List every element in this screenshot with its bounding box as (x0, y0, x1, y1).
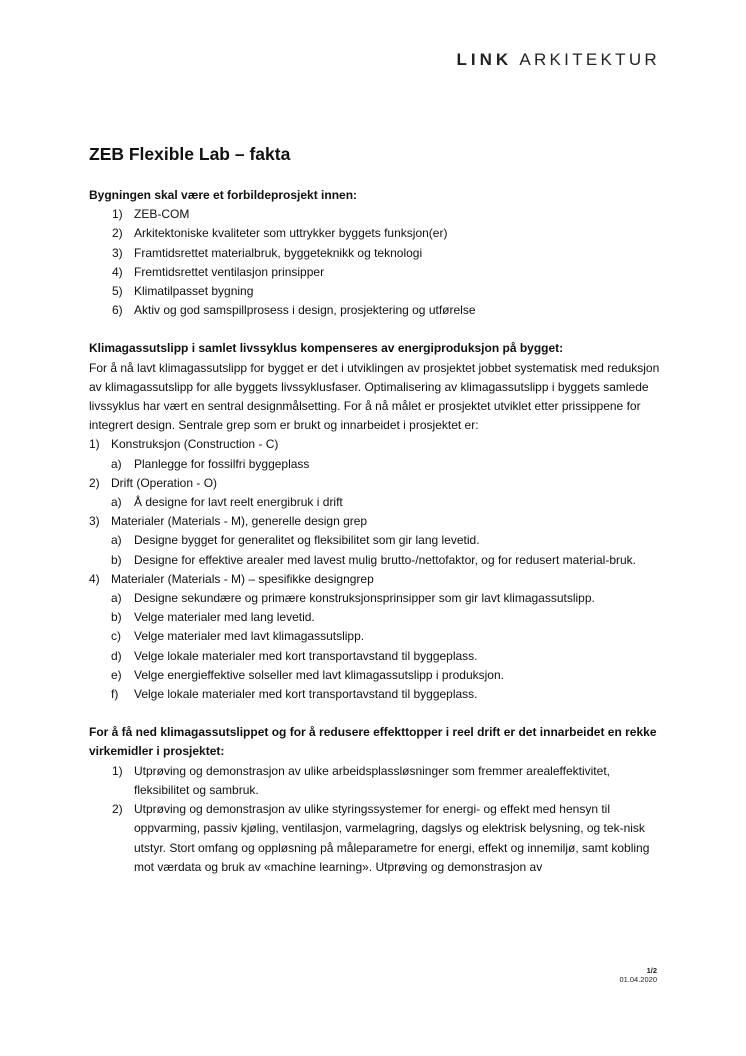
list-item-text: Aktiv og god samspillprosess i design, prosjektering og utførelse (134, 303, 476, 318)
list-item-number: 1) (89, 437, 100, 452)
list-item-number: 3) (89, 514, 100, 529)
list-item (89, 608, 661, 627)
list-item-number: 2) (112, 226, 123, 241)
section3-heading: For å få ned klimagassutslippet og for å redusere effekttopper i reel drift er det innarbeidet en rekke virkemidler i prosjektet: (89, 725, 657, 759)
list-item-number: 2) (112, 802, 123, 817)
list-item (89, 205, 661, 224)
list-item-text: Planlegge for fossilfri byggeplass (134, 456, 310, 471)
list-item (89, 666, 661, 685)
list-item-number: 3) (112, 245, 123, 260)
section2-paragraph: For å nå lavt klimagassutslipp for bygget er det i utviklingen av prosjektet jobbet systematisk med reduksjon av klimagassutslipp for alle byggets livssyklusfaser. Optimalisering av klimagassutslipp i byggets samlede livssyklus har vært en sentral designmålsetting. For å nå målet er prosjektet utviklet etter prissippene for integrert design. Sentrale grep som er brukt og innarbeidet i prosjektet er: (89, 360, 660, 433)
list-item-text: Materialer (Materials - M), generelle design grep (111, 514, 368, 529)
list-item-number: 4) (89, 571, 100, 586)
page-footer (619, 966, 657, 984)
list-item-number: 4) (112, 264, 123, 279)
list-item (89, 455, 661, 474)
logo-bold: LINK (456, 50, 513, 69)
list-item-text: Klimatilpasset bygning (134, 284, 254, 299)
list-item-text: Framtidsrettet materialbruk, byggeteknikk og teknologi (134, 245, 423, 260)
list-item (89, 474, 661, 512)
list-item-text: Velge lokale materialer med kort transportavstand til byggeplass. (134, 648, 478, 663)
list-item (89, 435, 661, 473)
list-item-text: Designe bygget for generalitet og fleksibilitet som gir lang levetid. (134, 533, 480, 548)
list-item (89, 627, 661, 646)
list-item-text: Materialer (Materials - M) – spesifikke designgrep (111, 571, 374, 586)
list-item (89, 301, 661, 320)
list-item (89, 589, 661, 608)
list-item (89, 263, 661, 282)
list-item-number: 1) (112, 763, 123, 778)
list-item (89, 800, 661, 877)
list-item-text: Velge materialer med lavt klimagassutslipp. (134, 629, 365, 644)
list-item (89, 224, 661, 243)
list-item-number: f) (111, 687, 119, 702)
list-item (89, 282, 661, 301)
list-item-text: Utprøving og demonstrasjon av ulike arbeidsplassløsninger som fremmer arealeffektivitet, fleksibilitet og sambruk. (134, 763, 610, 797)
list-item (89, 244, 661, 263)
list-item-number: b) (111, 552, 122, 567)
list-item-number: 1) (112, 207, 123, 222)
list-item-number: 2) (89, 475, 100, 490)
list-item (89, 570, 661, 704)
list-item-text: Designe sekundære og primære konstruksjonsprinsipper som gir lavt klimagassutslipp. (134, 591, 595, 606)
list-item-number: 6) (112, 303, 123, 318)
list-item-text: Designe for effektive arealer med lavest mulig brutto-/nettofaktor, og for redusert material-bruk. (134, 552, 637, 567)
page-number: 1/2 (646, 966, 657, 975)
sub-list (89, 493, 661, 512)
list-item (89, 762, 661, 800)
sub-list (89, 455, 661, 474)
list-item-number: a) (111, 533, 122, 548)
list-item-text: ZEB-COM (134, 207, 190, 222)
list-item (89, 685, 661, 704)
logo-light: ARKITEKTUR (519, 50, 660, 69)
list-item-text: Å designe for lavt reelt energibruk i drift (134, 495, 343, 510)
section2-list (89, 435, 661, 704)
section3-list (89, 762, 661, 877)
list-item-text: Drift (Operation - O) (111, 475, 218, 490)
list-item-text: Arkitektoniske kvaliteter som uttrykker byggets funksjon(er) (134, 226, 448, 241)
list-item-text: Utprøving og demonstrasjon av ulike styringssystemer for energi- og effekt med hensyn til oppvarming, passiv kjøling, ventilasjon, varmelagring, dagslys og elektrisk belysning, og tek-nisk utstyr. Stort omfang og oppløsning på måleparametre for energi, effekt og innemiljø, samt kobling mot værdata og bruk av «machine learning». Utprøving og demonstrasjon av (134, 802, 650, 874)
section2-heading: Klimagassutslipp i samlet livssyklus kompenseres av energiproduksjon på bygget: (89, 341, 564, 356)
list-item-number: 5) (112, 284, 123, 299)
list-item (89, 493, 661, 512)
list-item (89, 551, 661, 570)
section1-list (89, 205, 661, 320)
list-item-text: Fremtidsrettet ventilasjon prinsipper (134, 264, 325, 279)
sub-list (89, 589, 661, 704)
document-body (89, 143, 661, 877)
list-item-text: Velge lokale materialer med kort transportavstand til byggeplass. (134, 687, 478, 702)
list-item-number: e) (111, 667, 122, 682)
list-item (89, 512, 661, 570)
list-item-number: b) (111, 610, 122, 625)
list-item-number: c) (111, 629, 121, 644)
footer-date: 01.04.2020 (619, 975, 657, 984)
company-logo (457, 50, 660, 70)
page-title: ZEB Flexible Lab – fakta (89, 144, 291, 164)
sub-list (89, 531, 661, 569)
list-item-text: Velge energieffektive solseller med lavt klimagassutslipp i produksjon. (134, 667, 504, 682)
list-item-number: a) (111, 495, 122, 510)
list-item-text: Velge materialer med lang levetid. (134, 610, 315, 625)
section1-heading: Bygningen skal være et forbildeprosjekt innen: (89, 188, 358, 202)
list-item (89, 647, 661, 666)
list-item-number: a) (111, 591, 122, 606)
list-item-text: Konstruksjon (Construction - C) (111, 437, 279, 452)
list-item-number: d) (111, 648, 122, 663)
list-item (89, 531, 661, 550)
list-item-number: a) (111, 456, 122, 471)
